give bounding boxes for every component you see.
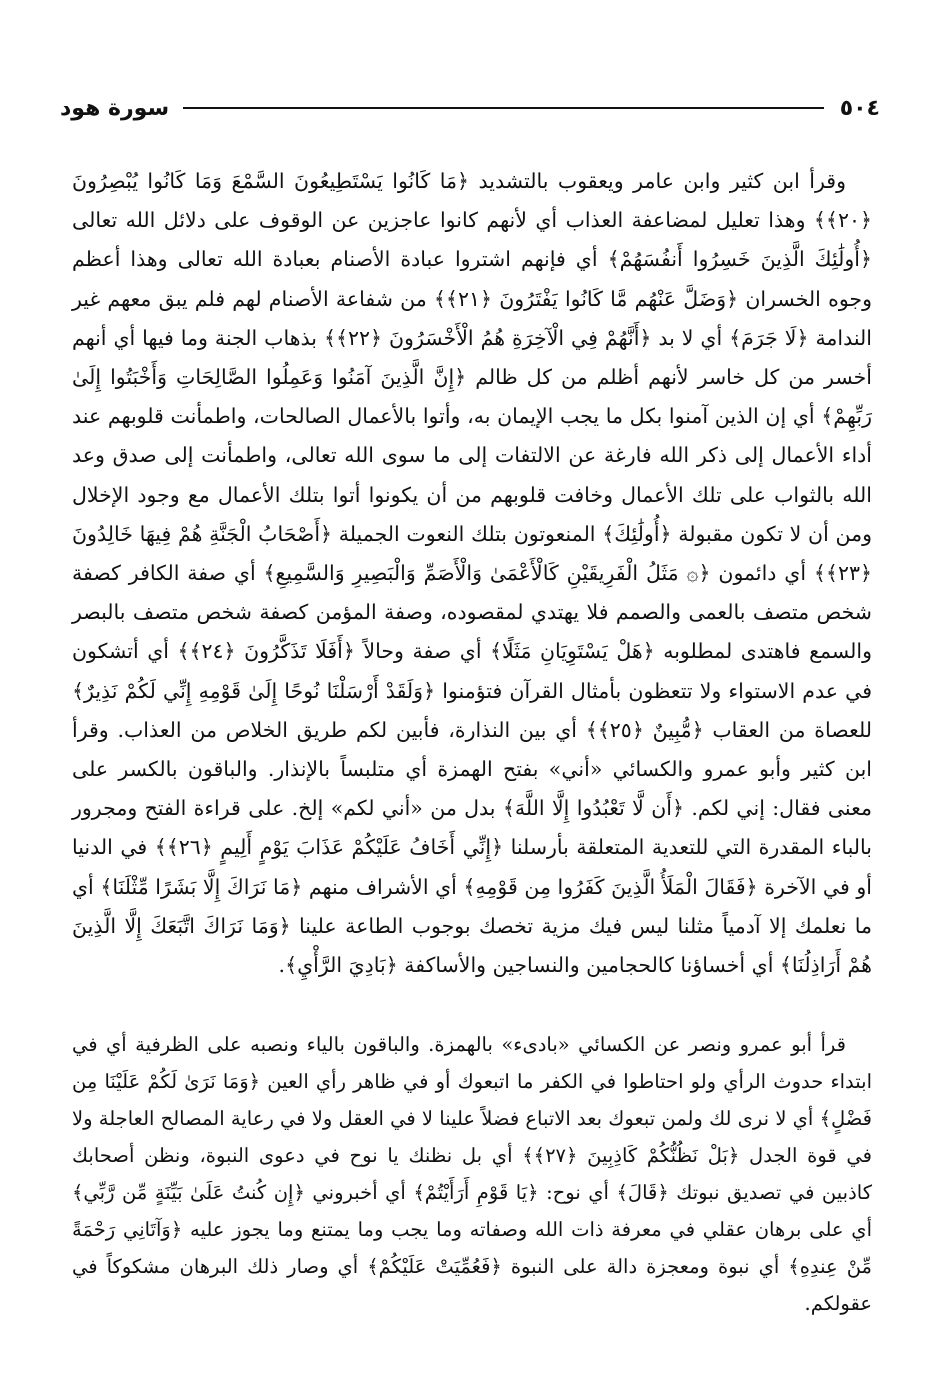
surah-name: سورة هود bbox=[60, 95, 170, 121]
page-header bbox=[60, 88, 880, 128]
tafsir-block-2 bbox=[72, 1026, 872, 1322]
tafsir-block-1 bbox=[72, 162, 872, 985]
paragraph: قرأ أبو عمرو ونصر عن الكسائي «بادىء» بالهمزة. والباقون بالياء ونصبه على الظرفية أي في ابتداء حدوث الرأي ولو احتاطوا في الكفر ما اتبعوك أو في ظاهر رأي العين ﴿وَمَا نَرَىٰ لَكُمْ عَلَيْنَا مِن فَضْلٍ﴾ أي لا نرى لك ولمن تبعوك بعد الاتباع فضلاً علينا لا في العقل ولا في رعاية المصالح العاجلة ولا في قوة الجدل ﴿بَلْ نَظُنُّكُمْ كَاذِبِينَ ﴿٢٧﴾﴾ أي بل نظنك يا نوح في دعوى النبوة، ونظن أصحابك كاذبين في تصديق نبوتك ﴿قَالَ﴾ أي نوح: ﴿يَا قَوْمِ أَرَأَيْتُمْ﴾ أي أخبروني ﴿إِن كُنتُ عَلَىٰ بَيِّنَةٍ مِّن رَّبِّي﴾ أي على برهان عقلي في معرفة ذات الله وصفاته وما يجب وما يمتنع وما يجوز عليه ﴿وَآتَانِي رَحْمَةً مِّنْ عِندِهِ﴾ أي نبوة ومعجزة دالة على النبوة ﴿فَعُمِّيَتْ عَلَيْكُمْ﴾ أي وصار ذلك البرهان مشكوكاً في عقولكم. bbox=[72, 1033, 872, 1316]
page-number: ٥٠٤ bbox=[839, 95, 880, 121]
paragraph: وقرأ ابن كثير وابن عامر ويعقوب بالتشديد ﴿مَا كَانُوا يَسْتَطِيعُونَ السَّمْعَ وَمَا كَانُوا يُبْصِرُونَ ﴿٢٠﴾﴾ وهذا تعليل لمضاعفة العذاب أي لأنهم كانوا عاجزين عن الوقوف على دلائل الله تعالى ﴿أُولَٰئِكَ الَّذِينَ خَسِرُوا أَنفُسَهُمْ﴾ أي فإنهم اشتروا عبادة الأصنام بعبادة الله تعالى وهذا أعظم وجوه الخسران ﴿وَضَلَّ عَنْهُم مَّا كَانُوا يَفْتَرُونَ ﴿٢١﴾﴾ من شفاعة الأصنام لهم فلم يبق معهم غير الندامة ﴿لَا جَرَمَ﴾ أي لا بد ﴿أَنَّهُمْ فِي الْآخِرَةِ هُمُ الْأَخْسَرُونَ ﴿٢٢﴾﴾ بذهاب الجنة وما فيها أي أنهم أخسر من كل خاسر لأنهم أظلم من كل ظالم ﴿إِنَّ الَّذِينَ آمَنُوا وَعَمِلُوا الصَّالِحَاتِ وَأَخْبَتُوا إِلَىٰ رَبِّهِمْ﴾ أي إن الذين آمنوا بكل ما يجب الإيمان به، وأتوا بالأعمال الصالحات، واطمأنت قلوبهم عند أداء الأعمال إلى ذكر الله فارغة عن الالتفات إلى ما سوى الله تعالى، واطمأنت إلى صدق وعد الله بالثواب على تلك الأعمال وخافت قلوبهم من أن يكونوا أتوا بتلك الأعمال مع وجود الإخلال ومن أن لا تكون مقبولة ﴿أُولَٰئِكَ﴾ المنعوتون بتلك النعوت الجميلة ﴿أَصْحَابُ الْجَنَّةِ هُمْ فِيهَا خَالِدُونَ ﴿٢٣﴾﴾ أي دائمون ﴿۞ مَثَلُ الْفَرِيقَيْنِ كَالْأَعْمَىٰ وَالْأَصَمِّ وَالْبَصِيرِ وَالسَّمِيعِ﴾ أي صفة الكافر كصفة شخص متصف بالعمى والصمم فلا يهتدي لمقصوده، وصفة المؤمن كصفة شخص متصف بالبصر والسمع فاهتدى لمطلوبه ﴿هَلْ يَسْتَوِيَانِ مَثَلًا﴾ أي صفة وحالاً ﴿أَفَلَا تَذَكَّرُونَ ﴿٢٤﴾﴾ أي أتشكون في عدم الاستواء ولا تتعظون بأمثال القرآن فتؤمنوا ﴿وَلَقَدْ أَرْسَلْنَا نُوحًا إِلَىٰ قَوْمِهِ إِنِّي لَكُمْ نَذِيرٌ﴾ للعصاة من العقاب ﴿مُّبِينٌ ﴿٢٥﴾﴾ أي بين النذارة، فأبين لكم طريق الخلاص من العذاب. وقرأ ابن كثير وأبو عمرو والكسائي «أني» بفتح الهمزة أي متلبساً بالإنذار. والباقون بالكسر على معنى فقال: إني لكم. ﴿أَن لَّا تَعْبُدُوا إِلَّا اللَّهَ﴾ بدل من «أني لكم» إلخ. على قراءة الفتح ومجرور بالباء المقدرة التي للتعدية المتعلقة بأرسلنا ﴿إِنِّي أَخَافُ عَلَيْكُمْ عَذَابَ يَوْمٍ أَلِيمٍ ﴿٢٦﴾﴾ في الدنيا أو في الآخرة ﴿فَقَالَ الْمَلَأُ الَّذِينَ كَفَرُوا مِن قَوْمِهِ﴾ أي الأشراف منهم ﴿مَا نَرَاكَ إِلَّا بَشَرًا مِّثْلَنَا﴾ أي ما نعلمك إلا آدمياً مثلنا ليس فيك مزية تخصك بوجوب الطاعة علينا ﴿وَمَا نَرَاكَ اتَّبَعَكَ إِلَّا الَّذِينَ هُمْ أَرَاذِلُنَا﴾ أي أخساؤنا كالحجامين والنساجين والأساكفة ﴿بَادِيَ الرَّأْيِ﴾. bbox=[72, 169, 873, 978]
header-rule bbox=[183, 107, 824, 109]
